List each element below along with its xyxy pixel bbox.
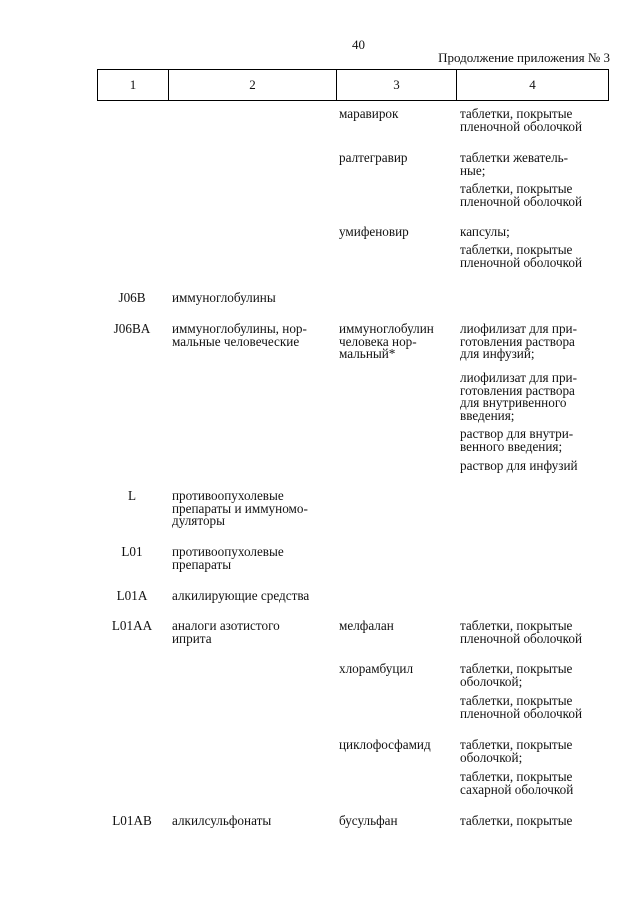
drug-name: мелфалан — [339, 618, 394, 633]
group-name: алкилсульфонаты — [172, 813, 272, 828]
group-name: аналоги азотистого иприта — [172, 618, 280, 646]
dosage-form: таблетки, покрытые оболочкой; — [460, 661, 573, 689]
group-name: противоопухолевые препараты и иммуномо- дуляторы — [172, 488, 308, 528]
dosage-form: лиофилизат для при- готовления раствора для внутривенного введения; — [460, 370, 578, 423]
atc-code: L01AA — [111, 618, 153, 633]
drug-name: ралтегравир — [339, 150, 408, 165]
header-col-2: 2 — [168, 70, 336, 100]
dosage-form: таблетки жеватель- ные; — [460, 150, 569, 178]
dosage-form: таблетки, покрытые пленочной оболочкой — [460, 106, 583, 134]
dosage-form: таблетки, покрытые пленочной оболочкой — [460, 242, 583, 270]
dosage-form: раствор для инфузий — [460, 458, 578, 473]
dosage-form: таблетки, покрытые — [460, 813, 573, 828]
page-number: 40 — [352, 37, 365, 52]
dosage-form: таблетки, покрытые сахарной оболочкой — [460, 769, 574, 797]
header-col-3: 3 — [336, 70, 456, 100]
drug-name: маравирок — [339, 106, 399, 121]
drug-name: умифеновир — [339, 224, 409, 239]
atc-code: J06BA — [113, 321, 151, 336]
atc-code: L01AB — [112, 813, 152, 828]
atc-code: L — [127, 488, 137, 503]
dosage-form: таблетки, покрытые пленочной оболочкой — [460, 693, 583, 721]
header-col-1: 1 — [129, 77, 137, 92]
atc-code: J06B — [118, 290, 146, 305]
drug-name: иммуноглобулин человека нор- мальный* — [339, 321, 434, 361]
dosage-form: капсулы; — [460, 224, 510, 239]
header-col-4: 4 — [456, 70, 608, 100]
drug-name: циклофосфамид — [339, 737, 431, 752]
atc-code: L01 — [121, 544, 143, 559]
group-name: иммуноглобулины — [172, 290, 276, 305]
dosage-form: таблетки, покрытые оболочкой; — [460, 737, 573, 765]
continuation-label: Продолжение приложения № 3 — [438, 50, 610, 65]
drug-name: бусульфан — [339, 813, 398, 828]
dosage-form: таблетки, покрытые пленочной оболочкой — [460, 181, 583, 209]
table-header — [97, 69, 609, 101]
atc-code: L01A — [116, 588, 148, 603]
drug-name: хлорамбуцил — [339, 661, 414, 676]
dosage-form: таблетки, покрытые пленочной оболочкой — [460, 618, 583, 646]
group-name: иммуноглобулины, нор- мальные человеческие — [172, 321, 307, 349]
dosage-form: лиофилизат для при- готовления раствора для инфузий; — [460, 321, 578, 361]
group-name: алкилирующие средства — [172, 588, 310, 603]
group-name: противоопухолевые препараты — [172, 544, 284, 572]
dosage-form: раствор для внутри- венного введения; — [460, 426, 574, 454]
